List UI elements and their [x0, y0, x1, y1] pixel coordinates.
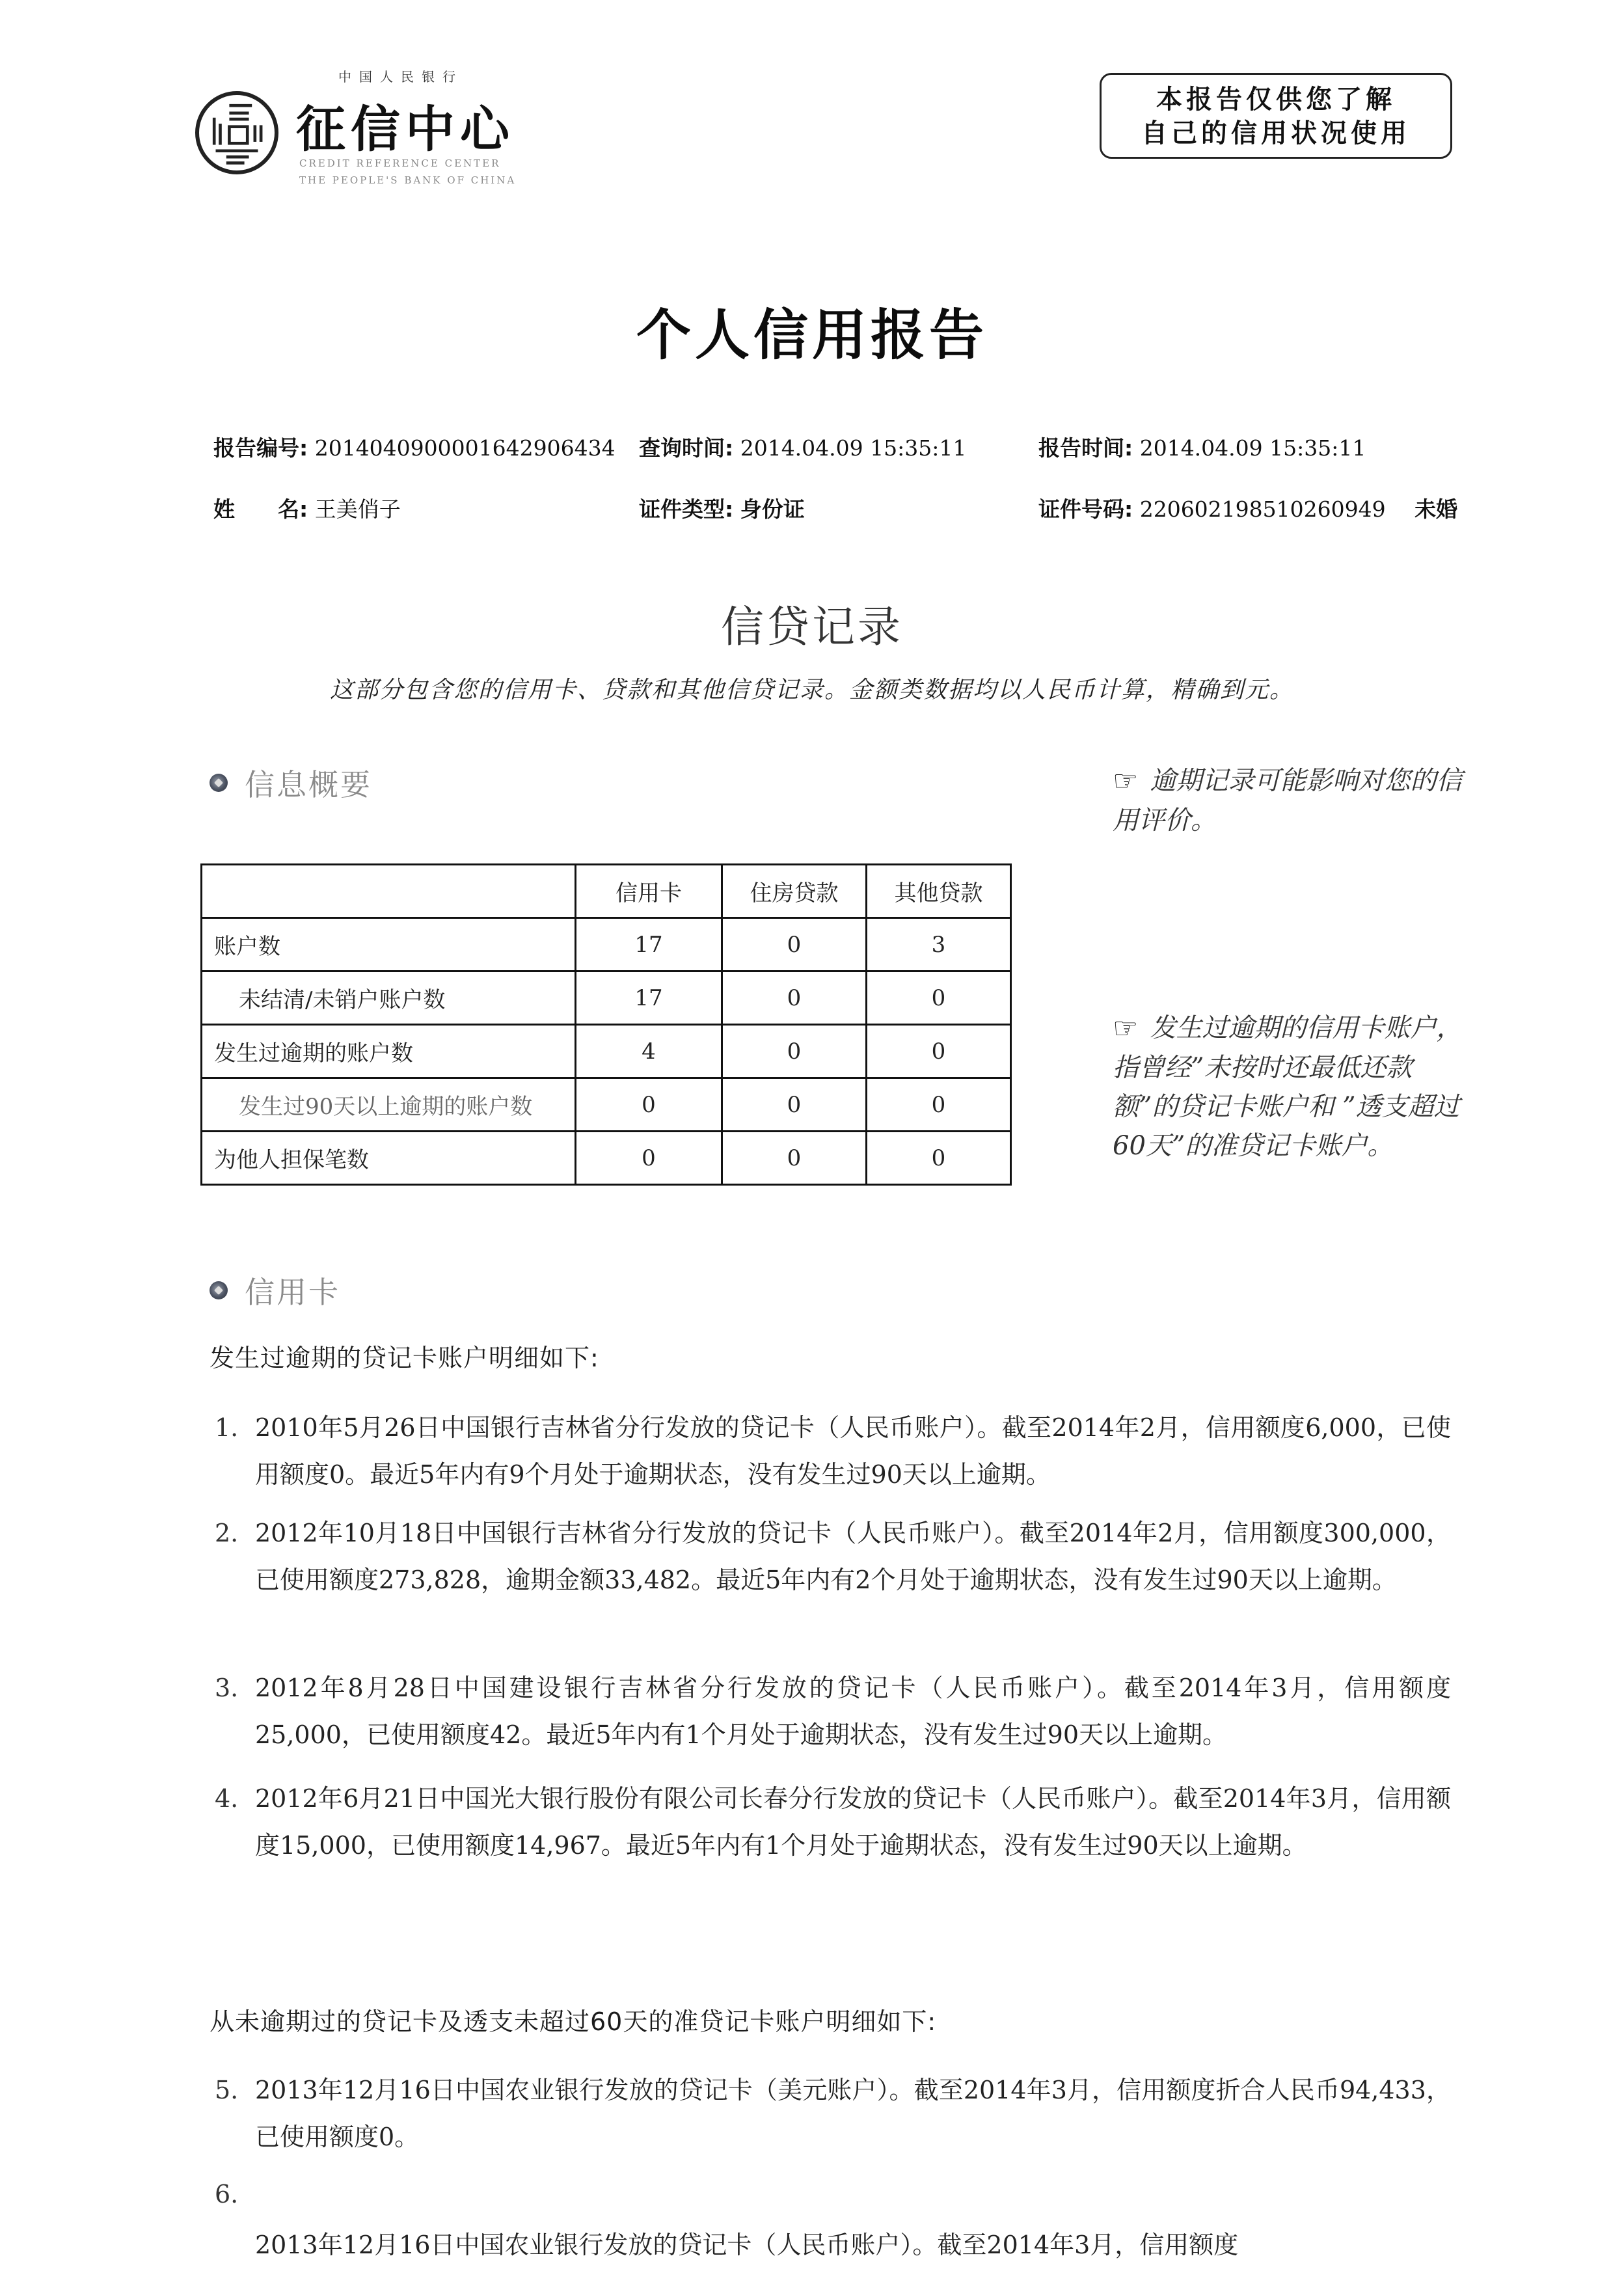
cell-value: 0	[722, 1132, 867, 1185]
item-text: 2010年5月26日中国银行吉林省分行发放的贷记卡（人民币账户）。截至2014年2月，信用额度6,000，已使用额度0。最近5年内有9个月处于逾期状态，没有发生过90天以上逾期。	[255, 1413, 1451, 1489]
table-row	[202, 1132, 1011, 1185]
id-type	[639, 493, 805, 523]
cell-value: 0	[722, 918, 867, 971]
item-text: 2013年12月16日中国农业银行发放的贷记卡（美元账户）。截至2014年3月，信用额度折合人民币94,433，已使用额度0。	[255, 2076, 1451, 2151]
report-number-value: 2014040900001642906434	[314, 435, 616, 461]
id-number-label: 证件号码:	[1038, 496, 1133, 522]
person-name	[213, 493, 401, 523]
logo-english-line1: CREDIT REFERENCE CENTER	[299, 157, 501, 169]
id-number-value: 220602198510260949	[1139, 496, 1386, 522]
cell-value: 4	[576, 1025, 722, 1078]
name-label: 姓 名:	[213, 496, 308, 522]
cell-value: 3	[867, 918, 1011, 971]
row-label: 发生过逾期的账户数	[202, 1025, 576, 1078]
name-value: 王美俏子	[314, 496, 401, 522]
row-label: 未结清/未销户账户数	[202, 971, 576, 1025]
disclaimer-line2: 自己的信用状况使用	[1141, 118, 1411, 148]
credit-card-heading-text: 信用卡	[245, 1275, 340, 1310]
report-number	[213, 431, 616, 462]
disclaimer-line1: 本报告仅供您了解	[1156, 85, 1396, 115]
side-note-overdue	[1113, 761, 1464, 840]
summary-table	[200, 863, 1012, 1186]
cell-value: 0	[576, 1132, 722, 1185]
marital-status: 未婚	[1414, 496, 1458, 522]
overdue-intro: 发生过逾期的贷记卡账户明细如下:	[210, 1344, 599, 1372]
table-row	[202, 918, 1011, 971]
item-number: 4.	[215, 1784, 239, 1813]
query-time-value: 2014.04.09 15:35:11	[740, 435, 967, 461]
cell-value: 0	[867, 971, 1011, 1025]
column-header-credit-card: 信用卡	[576, 865, 722, 918]
report-time-value: 2014.04.09 15:35:11	[1139, 435, 1366, 461]
item-number: 5.	[215, 2076, 239, 2104]
disclaimer-box	[1100, 73, 1452, 159]
summary-heading	[210, 761, 372, 804]
section-bullet-icon	[210, 774, 228, 792]
cell-value: 17	[576, 971, 722, 1025]
report-title: 个人信用报告	[636, 303, 988, 367]
item-number: 3.	[215, 1674, 239, 1702]
cell-value: 0	[576, 1078, 722, 1132]
list-item	[215, 1775, 1451, 1869]
row-label: 为他人担保笔数	[202, 1132, 576, 1185]
query-time-label: 查询时间:	[639, 435, 734, 461]
logo-english-line2: THE PEOPLE'S BANK OF CHINA	[299, 174, 517, 186]
item-number: 1.	[215, 1413, 239, 1442]
column-header-housing-loan: 住房贷款	[722, 865, 867, 918]
column-header-other-loan: 其他贷款	[867, 865, 1011, 918]
cell-value: 0	[867, 1025, 1011, 1078]
item-text: 2012年8月28日中国建设银行吉林省分行发放的贷记卡（人民币账户）。截至2014年3月，信用额度25,000，已使用额度42。最近5年内有1个月处于逾期状态，没有发生过90天以上逾期。	[255, 1674, 1452, 1749]
cell-value: 0	[722, 971, 867, 1025]
row-label: 账户数	[202, 918, 576, 971]
item-text: 2012年10月18日中国银行吉林省分行发放的贷记卡（人民币账户）。截至2014年2月，信用额度300,000，已使用额度273,828，逾期金额33,482。最近5年内有2个月处于逾期状态，没有发生过90天以上逾期。	[255, 1519, 1451, 1594]
item-number: 2.	[215, 1519, 239, 1547]
id-number	[1038, 493, 1457, 523]
credit-center-seal-logo	[195, 91, 278, 174]
list-item	[215, 1664, 1451, 1758]
list-item	[215, 2067, 1451, 2160]
seal-icon	[199, 95, 275, 170]
list-item	[215, 1404, 1451, 1498]
item-text: 2012年6月21日中国光大银行股份有限公司长春分行发放的贷记卡（人民币账户）。截至2014年3月，信用额度15,000，已使用额度14,967。最近5年内有1个月处于逾期状态，没有发生过90天以上逾期。	[255, 1784, 1451, 1860]
section-bullet-icon	[210, 1281, 228, 1299]
section-description: 这部分包含您的信用卡、贷款和其他信贷记录。金额类数据均以人民币计算，精确到元。	[329, 677, 1294, 703]
item-text: 2013年12月16日中国农业银行发放的贷记卡（人民币账户）。截至2014年3月，信用额度	[255, 2231, 1239, 2259]
side-note-definition-text: 发生过逾期的信用卡账户，指曾经”未按时还最低还款额”的贷记卡账户和 ”透支超过60天”的准贷记卡账户。	[1113, 1013, 1463, 1161]
row-label: 发生过90天以上逾期的账户数	[202, 1078, 576, 1132]
cell-value: 0	[867, 1078, 1011, 1132]
report-number-label: 报告编号:	[213, 435, 308, 461]
cell-value: 0	[722, 1025, 867, 1078]
query-time	[639, 431, 966, 462]
normal-intro: 从未逾期过的贷记卡及透支未超过60天的准贷记卡账户明细如下:	[210, 2007, 937, 2036]
credit-card-heading	[210, 1269, 340, 1312]
summary-heading-text: 信息概要	[245, 767, 372, 802]
logo-main-text: 征信中心	[296, 100, 515, 158]
report-time	[1038, 431, 1366, 462]
item-number: 6.	[215, 2180, 239, 2208]
cell-value: 0	[722, 1078, 867, 1132]
table-header-empty	[202, 865, 576, 918]
pointing-hand-icon: ☞	[1113, 765, 1139, 798]
report-time-label: 报告时间:	[1038, 435, 1133, 461]
pointing-hand-icon: ☞	[1113, 1012, 1139, 1045]
table-header-row	[202, 865, 1011, 918]
section-title: 信贷记录	[721, 602, 903, 652]
table-row	[202, 1025, 1011, 1078]
table-row	[202, 971, 1011, 1025]
logo-top-text: 中国人民银行	[338, 69, 463, 85]
cell-value: 17	[576, 918, 722, 971]
side-note-overdue-text: 逾期记录可能影响对您的信用评价。	[1113, 766, 1463, 835]
list-item	[215, 2171, 1451, 2268]
id-type-label: 证件类型:	[639, 496, 734, 522]
cell-value: 0	[867, 1132, 1011, 1185]
table-row	[202, 1078, 1011, 1132]
id-type-value: 身份证	[740, 496, 805, 522]
list-item	[215, 1510, 1451, 1603]
side-note-definition	[1113, 1009, 1464, 1165]
